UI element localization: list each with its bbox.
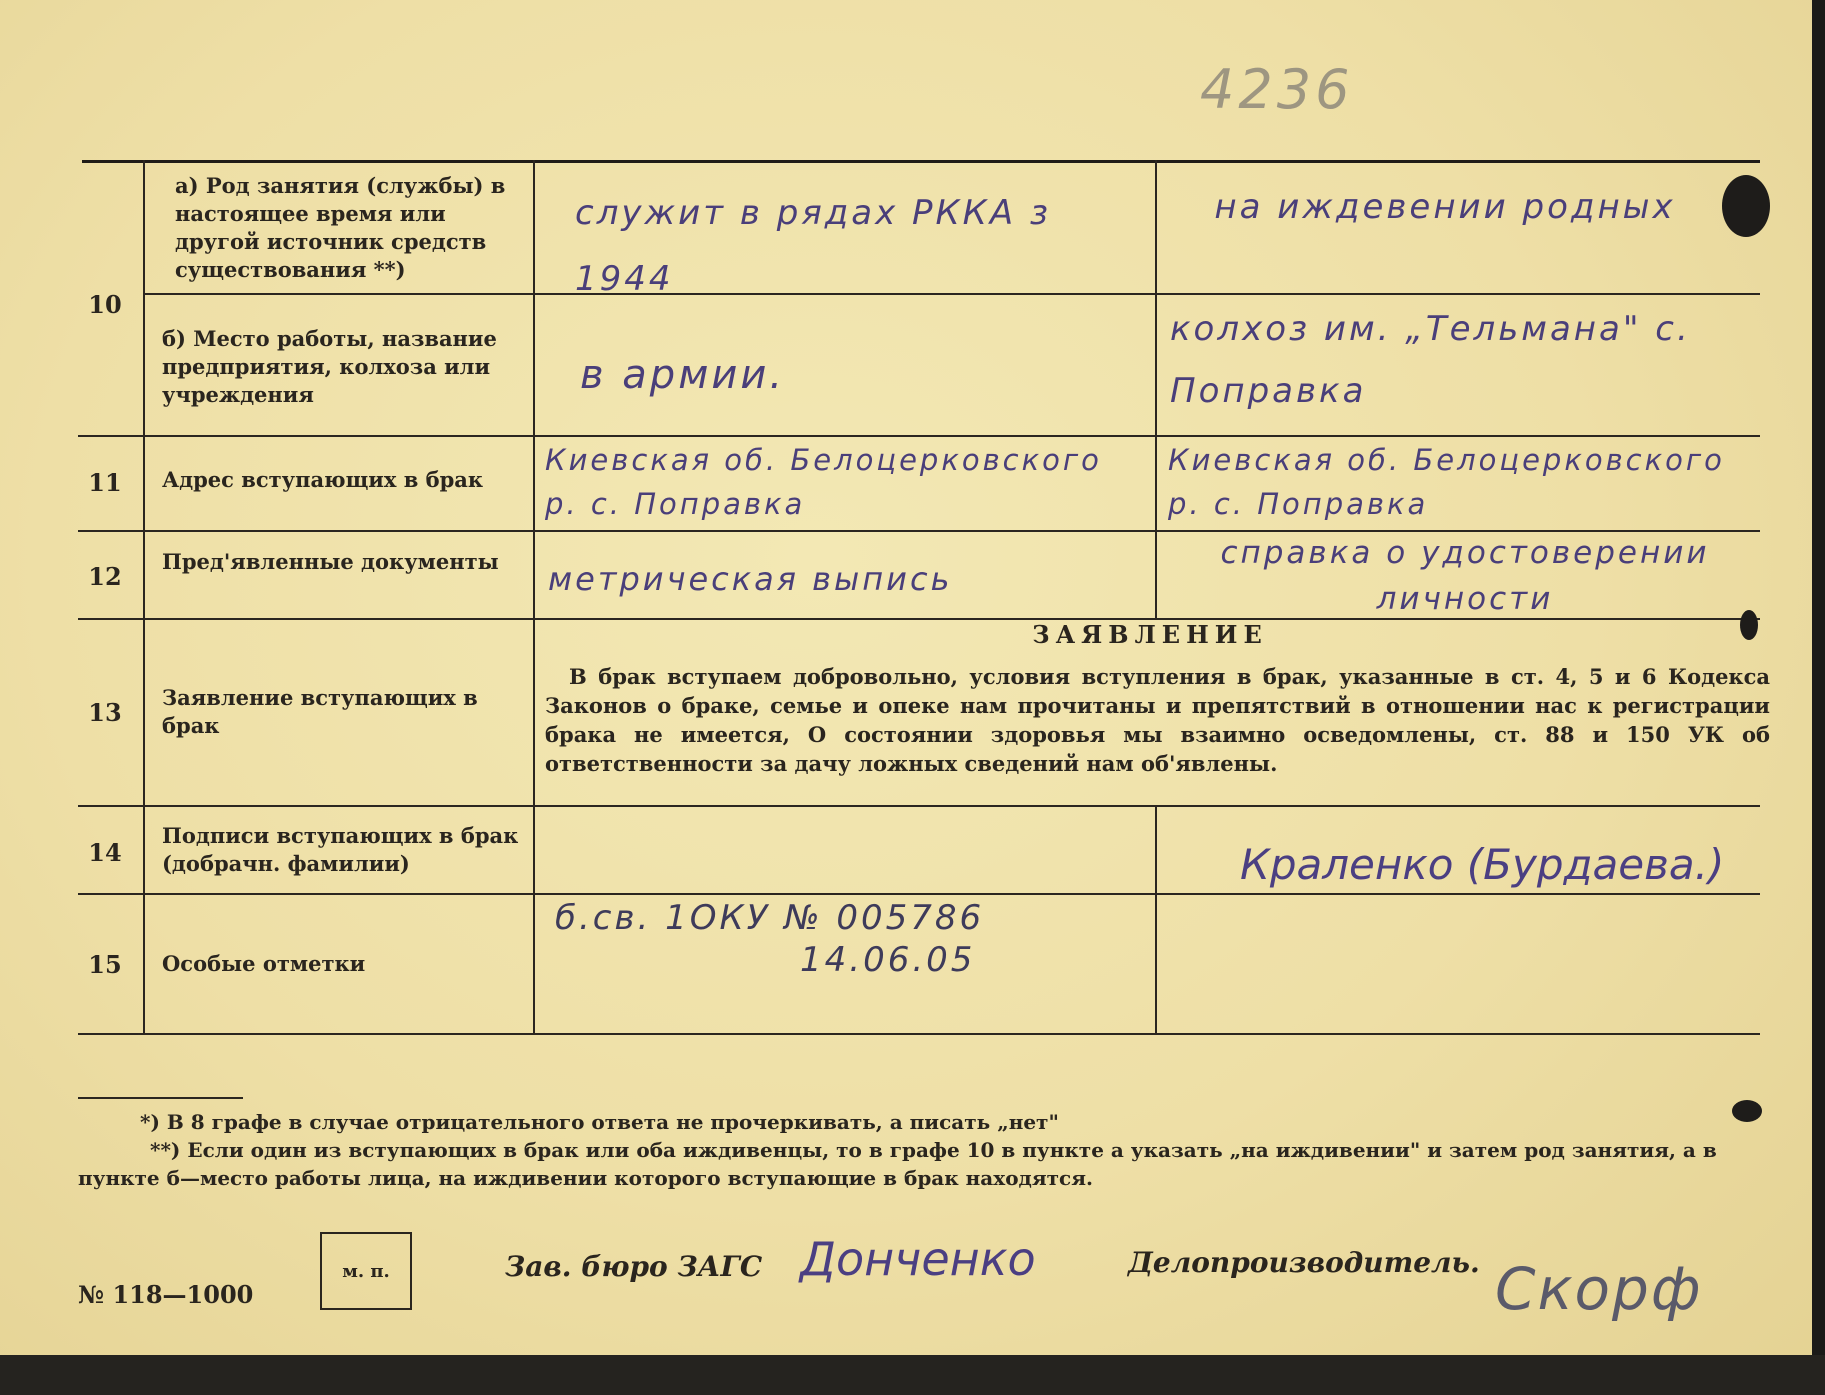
- address-label: Адрес вступающих в брак: [162, 467, 484, 492]
- row-number: 14: [88, 838, 122, 867]
- statement-text: В брак вступаем добровольно, условия вступления в брак, указанные в ст. 4, 5 и 6 Кодекса Законов о браке, семье и опеке нам прочитаны и препятствий в отношении нас к регистрации брака не имеется, О состоянии здоровья мы взаимно осведомлены, ст. 88 и 150 УК об ответственности за дачу ложных сведений нам об'явлены.: [545, 664, 1770, 776]
- background-edge: [0, 1355, 1825, 1395]
- groom-workplace: в армии.: [580, 352, 786, 398]
- footnote-rule: [78, 1097, 243, 1099]
- row-number: 11: [88, 468, 122, 497]
- row14-bottom-rule: [78, 893, 1760, 895]
- clerk-label: Делопроизводитель.: [1128, 1246, 1480, 1279]
- ink-blot: [1732, 1100, 1762, 1122]
- row13-bottom-rule: [78, 805, 1760, 807]
- bride-signature: Краленко (Бурдаева.): [1240, 840, 1725, 889]
- documents-label: Пред'явленные документы: [162, 549, 499, 574]
- special-note-line2: 14.06.05: [800, 940, 976, 980]
- table-top-rule: [82, 160, 1760, 163]
- head-signature: Донченко: [800, 1232, 1036, 1286]
- number-column-rule: [143, 160, 145, 1033]
- label-column-rule: [533, 160, 535, 1033]
- groom-documents: метрическая выпись: [548, 560, 953, 598]
- bride-address: Киевская об. Белоцерковского р. с. Поправка: [1168, 443, 1725, 521]
- groom-bride-rule-top: [1155, 160, 1157, 618]
- row-number: 12: [88, 562, 122, 591]
- row10-bottom-rule: [78, 435, 1760, 437]
- groom-occupation: служит в рядах РККА з 1944: [575, 193, 1051, 299]
- footnote-1: *) В 8 графе в случае отрицательного ответа не прочеркивать, а писать „нет": [140, 1110, 1059, 1134]
- special-note-line1: б.св. 1ОКУ № 005786: [555, 898, 985, 938]
- footnote-2: **) Если один из вступающих в брак или оба иждивенцы, то в графе 10 в пункте а указать „на иждивении" и затем род занятия, а в пункте б—место работы лица, на иждивении которого вступающие в брак находятся.: [78, 1138, 1717, 1190]
- row-number: 15: [88, 950, 122, 979]
- signatures-label: Подписи вступающих в брак (добрачн. фамилии): [162, 823, 519, 876]
- row-number: 10: [88, 290, 122, 319]
- archive-number: 4236: [1200, 58, 1354, 121]
- head-label: Зав. бюро ЗАГС: [505, 1250, 763, 1283]
- bride-documents: справка о удостоверении личности: [1220, 535, 1710, 617]
- workplace-label: б) Место работы, название предприятия, колхоза или учреждения: [162, 326, 497, 407]
- statement-label: Заявление вступающих в брак: [162, 685, 478, 738]
- bride-workplace: колхоз им. „Тельмана" с. Поправка: [1170, 309, 1691, 411]
- special-notes-label: Особые отметки: [162, 951, 366, 976]
- clerk-signature: Скорф: [1495, 1255, 1703, 1323]
- ink-blot: [1740, 610, 1758, 640]
- groom-address: Киевская об. Белоцерковского р. с. Поправка: [545, 443, 1102, 521]
- row-number: 13: [88, 698, 122, 727]
- statement-title: ЗАЯВЛЕНИЕ: [1032, 620, 1268, 649]
- bride-occupation: на иждевении родных: [1214, 187, 1676, 227]
- form-number: № 118—1000: [78, 1280, 254, 1309]
- groom-bride-rule-bottom: [1155, 805, 1157, 1033]
- occupation-label: а) Род занятия (службы) в настоящее время или другой источник средств существования **): [175, 173, 506, 282]
- table-bottom-rule: [78, 1033, 1760, 1035]
- ink-blot: [1722, 175, 1770, 237]
- stamp-place: м. п.: [320, 1232, 412, 1310]
